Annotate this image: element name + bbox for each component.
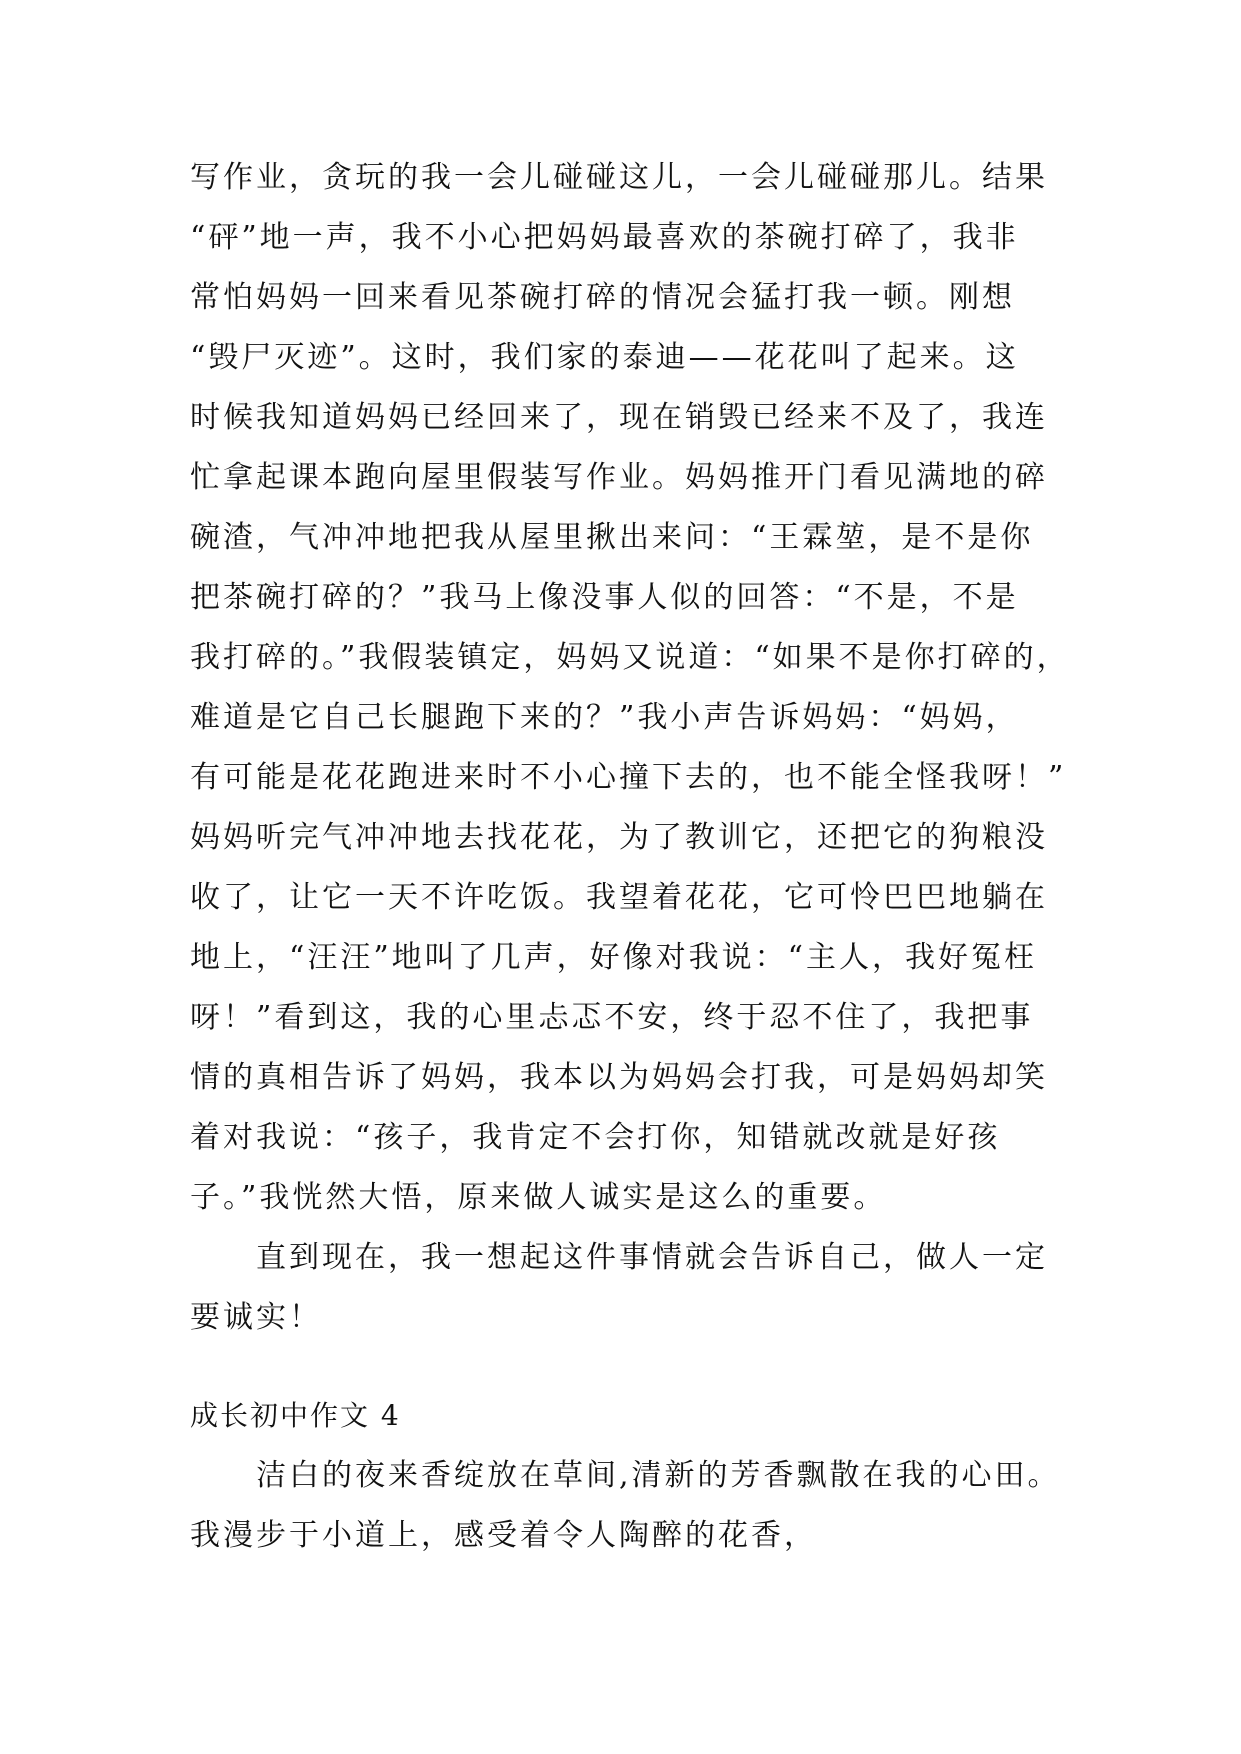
body-text-line: 把茶碗打碎的？”我马上像没事人似的回答：“不是，不是: [190, 580, 1019, 615]
body-text-line: “毁尸灭迹”。这时，我们家的泰迪——花花叫了起来。这: [190, 340, 1019, 375]
body-text-line: 我打碎的。”我假装镇定，妈妈又说道：“如果不是你打碎的，: [190, 640, 1070, 675]
body-text-line: 忙拿起课本跑向屋里假装写作业。妈妈推开门看见满地的碎: [190, 460, 1048, 495]
section-title: 成长初中作文 4: [190, 1399, 401, 1432]
body-text-line: 子。”我恍然大悟，原来做人诚实是这么的重要。: [190, 1180, 887, 1215]
body-text-line: 写作业，贪玩的我一会儿碰碰这儿，一会儿碰碰那儿。结果: [190, 160, 1048, 195]
body-text-line: 情的真相告诉了妈妈，我本以为妈妈会打我，可是妈妈却笑: [190, 1060, 1048, 1095]
body-text-line: 妈妈听完气冲冲地去找花花，为了教训它，还把它的狗粮没: [190, 820, 1048, 855]
paragraph-3-line-2: 我漫步于小道上，感受着令人陶醉的花香，: [190, 1518, 817, 1553]
paragraph-3-line-1: 洁白的夜来香绽放在草间,清新的芳香飘散在我的心田。: [256, 1458, 1061, 1493]
body-text-line: 时候我知道妈妈已经回来了，现在销毁已经来不及了，我连: [190, 400, 1048, 435]
body-text-line: 有可能是花花跑进来时不小心撞下去的，也不能全怪我呀！”: [190, 760, 1067, 795]
body-text-line: 呀！”看到这，我的心里忐忑不安，终于忍不住了，我把事: [190, 1000, 1034, 1035]
body-text-line: 着对我说：“孩子，我肯定不会打你，知错就改就是好孩: [190, 1120, 1001, 1155]
body-text-line: 地上，“汪汪”地叫了几声，好像对我说：“主人，我好冤枉: [190, 940, 1038, 975]
paragraph-2-line-1: 直到现在，我一想起这件事情就会告诉自己，做人一定: [256, 1240, 1048, 1275]
paragraph-2-line-2: 要诚实！: [190, 1300, 322, 1335]
body-text-line: 常怕妈妈一回来看见茶碗打碎的情况会猛打我一顿。刚想: [190, 280, 1015, 315]
body-text-line: “砰”地一声，我不小心把妈妈最喜欢的茶碗打碎了，我非: [190, 220, 1019, 255]
body-text-line: 收了，让它一天不许吃饭。我望着花花，它可怜巴巴地躺在: [190, 880, 1048, 915]
body-text-line: 碗渣，气冲冲地把我从屋里揪出来问：“王霖堃，是不是你: [190, 520, 1034, 555]
body-text-line: 难道是它自己长腿跑下来的？”我小声告诉妈妈：“妈妈，: [190, 700, 1019, 735]
